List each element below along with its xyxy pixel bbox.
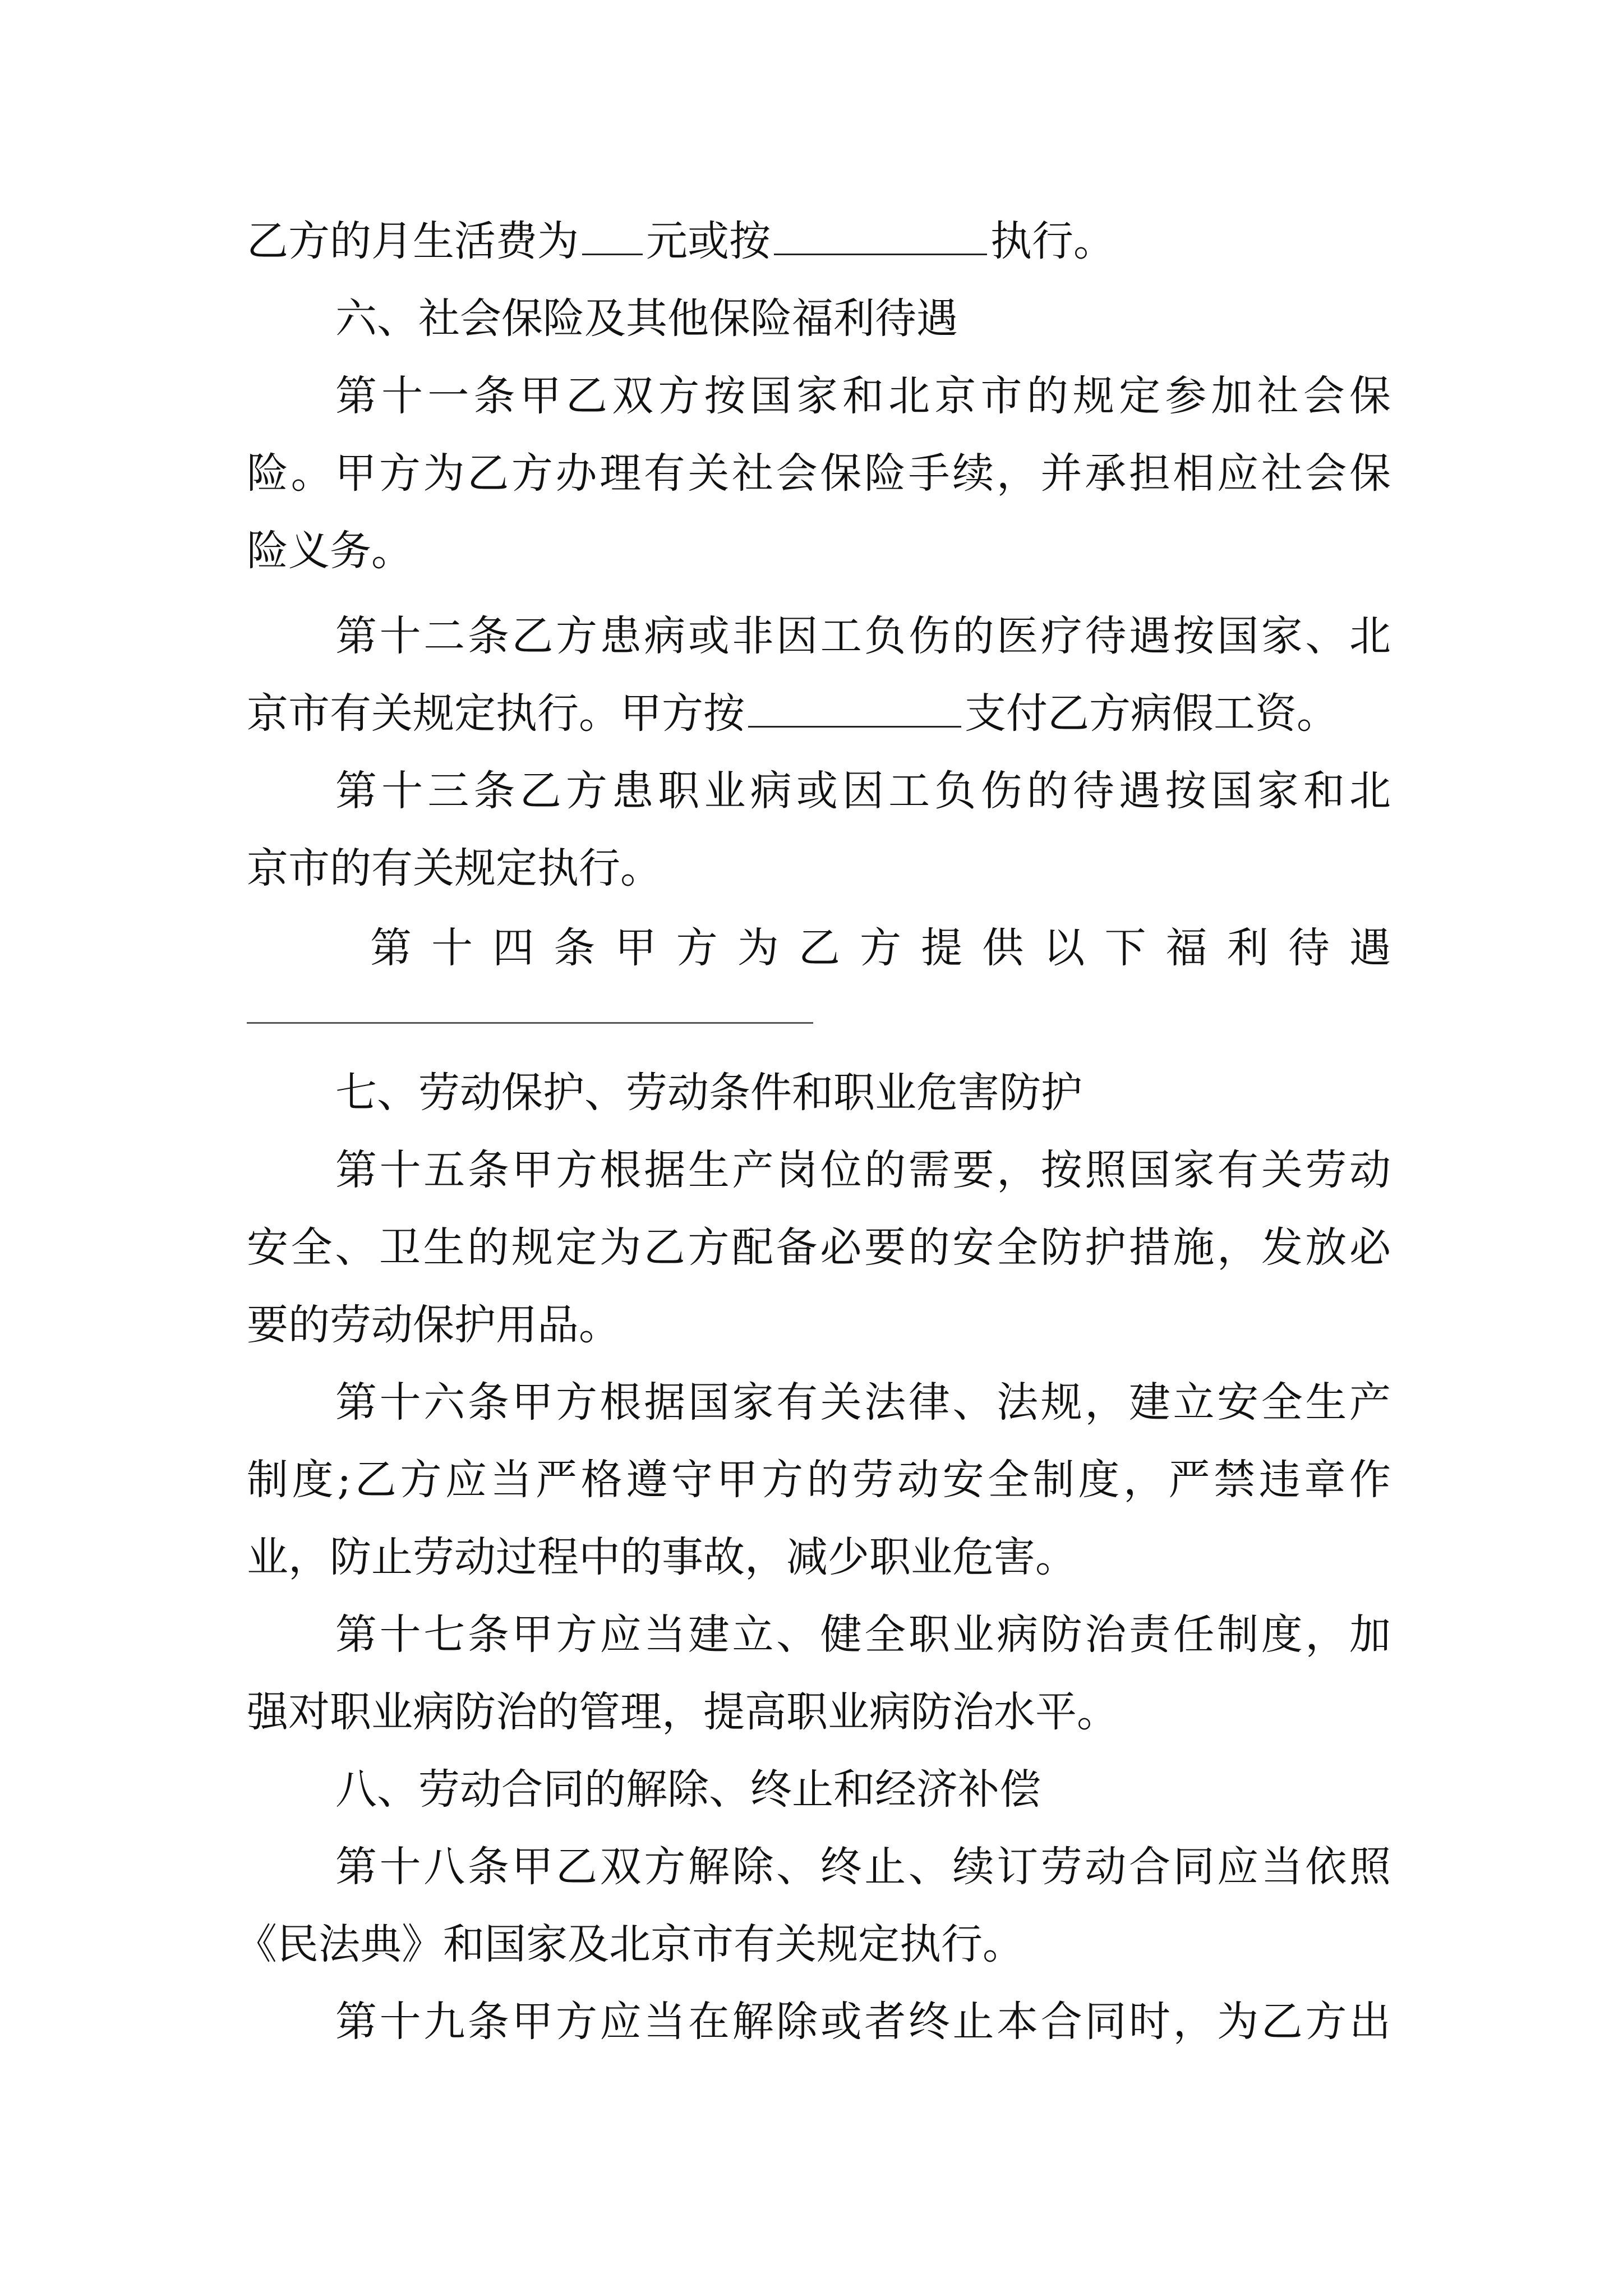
article-text: 强对职业病防治的管理，提高职业病防治水平。 (247, 1688, 1118, 1736)
text-line: 乙方的月生活费为 元或按 执行。 (247, 217, 1115, 265)
article-text: 《民法典》和国家及北京市有关规定执行。 (236, 1920, 1024, 1968)
article-text: 业，防止劳动过程中的事故，减少职业危害。 (247, 1533, 1077, 1581)
section-heading: 六、社会保险及其他保险福利待遇 (335, 295, 958, 343)
article-text: 第十四条甲方为乙方提供以下福利待遇 (370, 924, 1391, 972)
blank-field[interactable] (582, 253, 643, 255)
article-text: 第十五条甲方根据生产岗位的需要，按照国家有关劳动 (335, 1146, 1391, 1194)
section-heading: 七、劳动保护、劳动条件和职业危害防护 (335, 1069, 1082, 1117)
article-text: 安全、卫生的规定为乙方配备必要的安全防护措施，发放必 (247, 1223, 1391, 1272)
article-text: 第十九条甲方应当在解除或者终止本合同时，为乙方出 (335, 1998, 1391, 2046)
article-text: 第十一条甲乙双方按国家和北京市的规定参加社会保 (335, 372, 1391, 420)
article-text: 第十八条甲乙双方解除、终止、续订劳动合同应当依照 (335, 1843, 1391, 1891)
article-text: 险。甲方为乙方办理有关社会保险手续，并承担相应社会保 (247, 449, 1391, 498)
article-text: 险义务。 (247, 527, 413, 575)
article-text: 第十七条甲方应当建立、健全职业病防治责任制度，加 (335, 1611, 1391, 1659)
article-text: 第十三条乙方患职业病或因工负伤的待遇按国家和北 (335, 767, 1391, 815)
article-text: 第十二条乙方患病或非因工负伤的医疗待遇按国家、北 (335, 612, 1391, 660)
fill-in-line[interactable] (247, 1022, 813, 1024)
article-text: 制度;乙方应当严格遵守甲方的劳动安全制度，严禁违章作 (247, 1456, 1391, 1504)
section-heading: 八、劳动合同的解除、终止和经济补偿 (335, 1765, 1041, 1814)
blank-field[interactable] (748, 725, 961, 728)
blank-field[interactable] (774, 253, 987, 255)
article-text: 京市的有关规定执行。 (247, 844, 662, 892)
text-line: 京市有关规定执行。甲方按 支付乙方病假工资。 (247, 689, 1338, 738)
article-text: 要的劳动保护用品。 (247, 1301, 620, 1349)
article-text: 第十六条甲方根据国家有关法律、法规，建立安全生产 (335, 1378, 1391, 1427)
